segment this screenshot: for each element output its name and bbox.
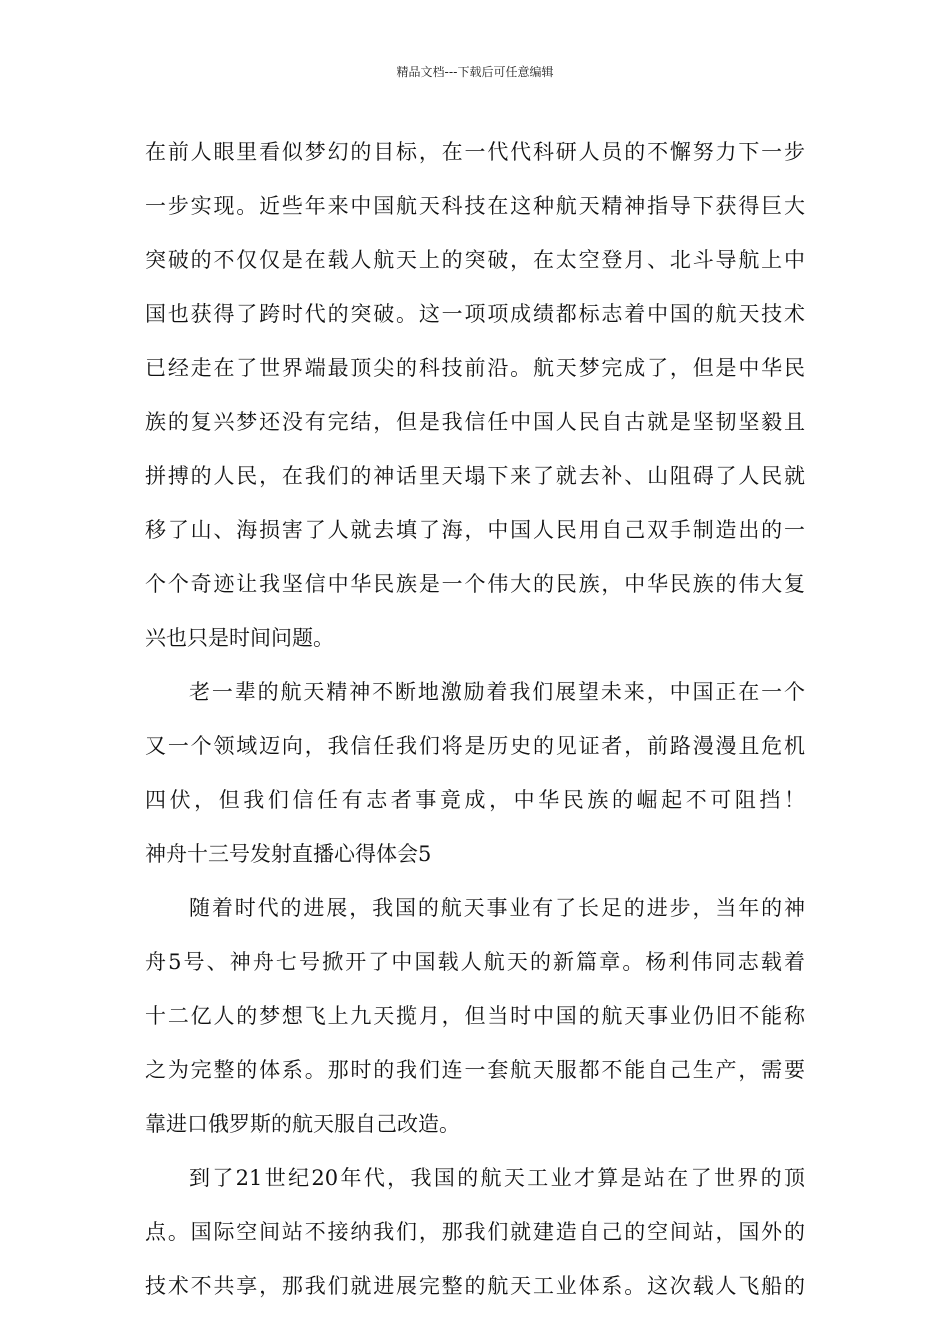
text-line: 神舟十三号发射直播心得体会5 <box>145 842 432 866</box>
text-line: 拼搏的人民，在我们的神话里天塌下来了就去补、山阻碍了人民就 <box>145 464 805 488</box>
text-line: 十二亿人的梦想飞上九天揽月，但当时中国的航天事业仍旧不能称 <box>145 1004 805 1028</box>
text-line: 个个奇迹让我坚信中华民族是一个伟大的民族，中华民族的伟大复 <box>145 572 805 596</box>
text-line: 四伏，但我们信任有志者事竟成，中华民族的崛起不可阻挡！ <box>145 788 805 812</box>
text-line: 族的复兴梦还没有完结，但是我信任中国人民自古就是坚韧坚毅且 <box>145 410 805 434</box>
page-header: 精品文档---下载后可任意编辑 <box>396 65 554 79</box>
text-line: 随着时代的进展，我国的航天事业有了长足的进步，当年的神 <box>189 896 805 920</box>
text-line: 已经走在了世界端最顶尖的科技前沿。航天梦完成了，但是中华民 <box>145 356 805 380</box>
text-line: 点。国际空间站不接纳我们，那我们就建造自己的空间站，国外的 <box>145 1220 805 1244</box>
text-line: 兴也只是时间问题。 <box>145 626 334 650</box>
text-line: 一步实现。近些年来中国航天科技在这种航天精神指导下获得巨大 <box>145 194 805 218</box>
text-line: 之为完整的体系。那时的我们连一套航天服都不能自己生产，需要 <box>145 1058 805 1082</box>
text-line: 国也获得了跨时代的突破。这一项项成绩都标志着中国的航天技术 <box>145 302 805 326</box>
text-line: 技术不共享，那我们就进展完整的航天工业体系。这次载人飞船的 <box>145 1274 805 1298</box>
text-line: 突破的不仅仅是在载人航天上的突破，在太空登月、北斗导航上中 <box>145 248 805 272</box>
text-line: 舟5号、神舟七号掀开了中国载人航天的新篇章。杨利伟同志载着 <box>145 950 805 974</box>
document-body <box>145 125 805 1313</box>
text-line: 又一个领域迈向，我信任我们将是历史的见证者，前路漫漫且危机 <box>145 734 805 758</box>
text-line: 移了山、海损害了人就去填了海，中国人民用自己双手制造出的一 <box>145 518 805 542</box>
text-line: 到了21世纪20年代，我国的航天工业才算是站在了世界的顶 <box>189 1166 805 1190</box>
text-line: 在前人眼里看似梦幻的目标，在一代代科研人员的不懈努力下一步 <box>145 140 805 164</box>
text-line: 靠进口俄罗斯的航天服自己改造。 <box>145 1112 460 1136</box>
text-line: 老一辈的航天精神不断地激励着我们展望未来，中国正在一个 <box>189 680 805 704</box>
